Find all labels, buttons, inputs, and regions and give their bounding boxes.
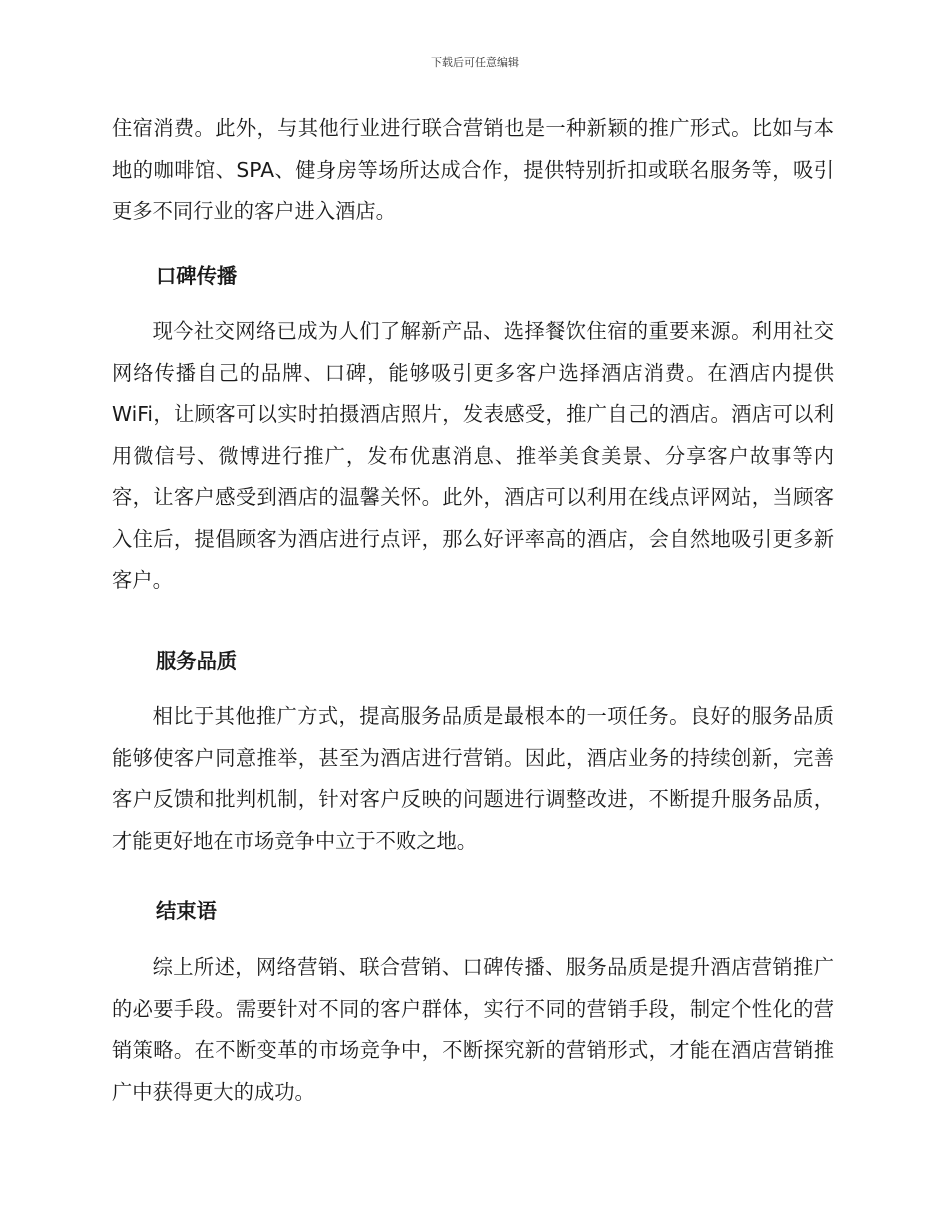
paragraph-joint-marketing: 住宿消费。此外，与其他行业进行联合营销也是一种新颖的推广形式。比如与本地的咖啡馆、SPA、健身房等场所达成合作，提供特别折扣或联名服务等，吸引更多不同行业的客户进入酒店。: [112, 116, 834, 223]
paragraph-conclusion: 综上所述，网络营销、联合营销、口碑传播、服务品质是提升酒店营销推广的必要手段。需要针对不同的客户群体，实行不同的营销手段，制定个性化的营销策略。在不断变革的市场竞争中，不断探究新的营销形式，才能在酒店营销推广中获得更大的成功。: [112, 955, 834, 1104]
page-header: 下载后可任意编辑: [431, 56, 519, 69]
heading-conclusion: 结束语: [156, 899, 217, 923]
heading-service-quality: 服务品质: [156, 649, 238, 673]
heading-word-of-mouth: 口碑传播: [156, 264, 238, 288]
paragraph-service-quality: 相比于其他推广方式，提高服务品质是最根本的一项任务。良好的服务品质能够使客户同意推举，甚至为酒店进行营销。因此，酒店业务的持续创新，完善客户反馈和批判机制，针对客户反映的问题进行调整改进，不断提升服务品质，才能更好地在市场竞争中立于不败之地。: [112, 704, 834, 853]
paragraph-word-of-mouth: 现今社交网络已成为人们了解新产品、选择餐饮住宿的重要来源。利用社交网络传播自己的品牌、口碑，能够吸引更多客户选择酒店消费。在酒店内提供 WiFi，让顾客可以实时拍摄酒店照片，发表感受，推广自己的酒店。酒店可以利用微信号、微博进行推广，发布优惠消息、推举美食美景、分享客户故事等内容，让客户感受到酒店的温馨关怀。此外，酒店可以利用在线点评网站，当顾客入住后，提倡顾客为酒店进行点评，那么好评率高的酒店，会自然地吸引更多新客户。: [112, 319, 834, 592]
